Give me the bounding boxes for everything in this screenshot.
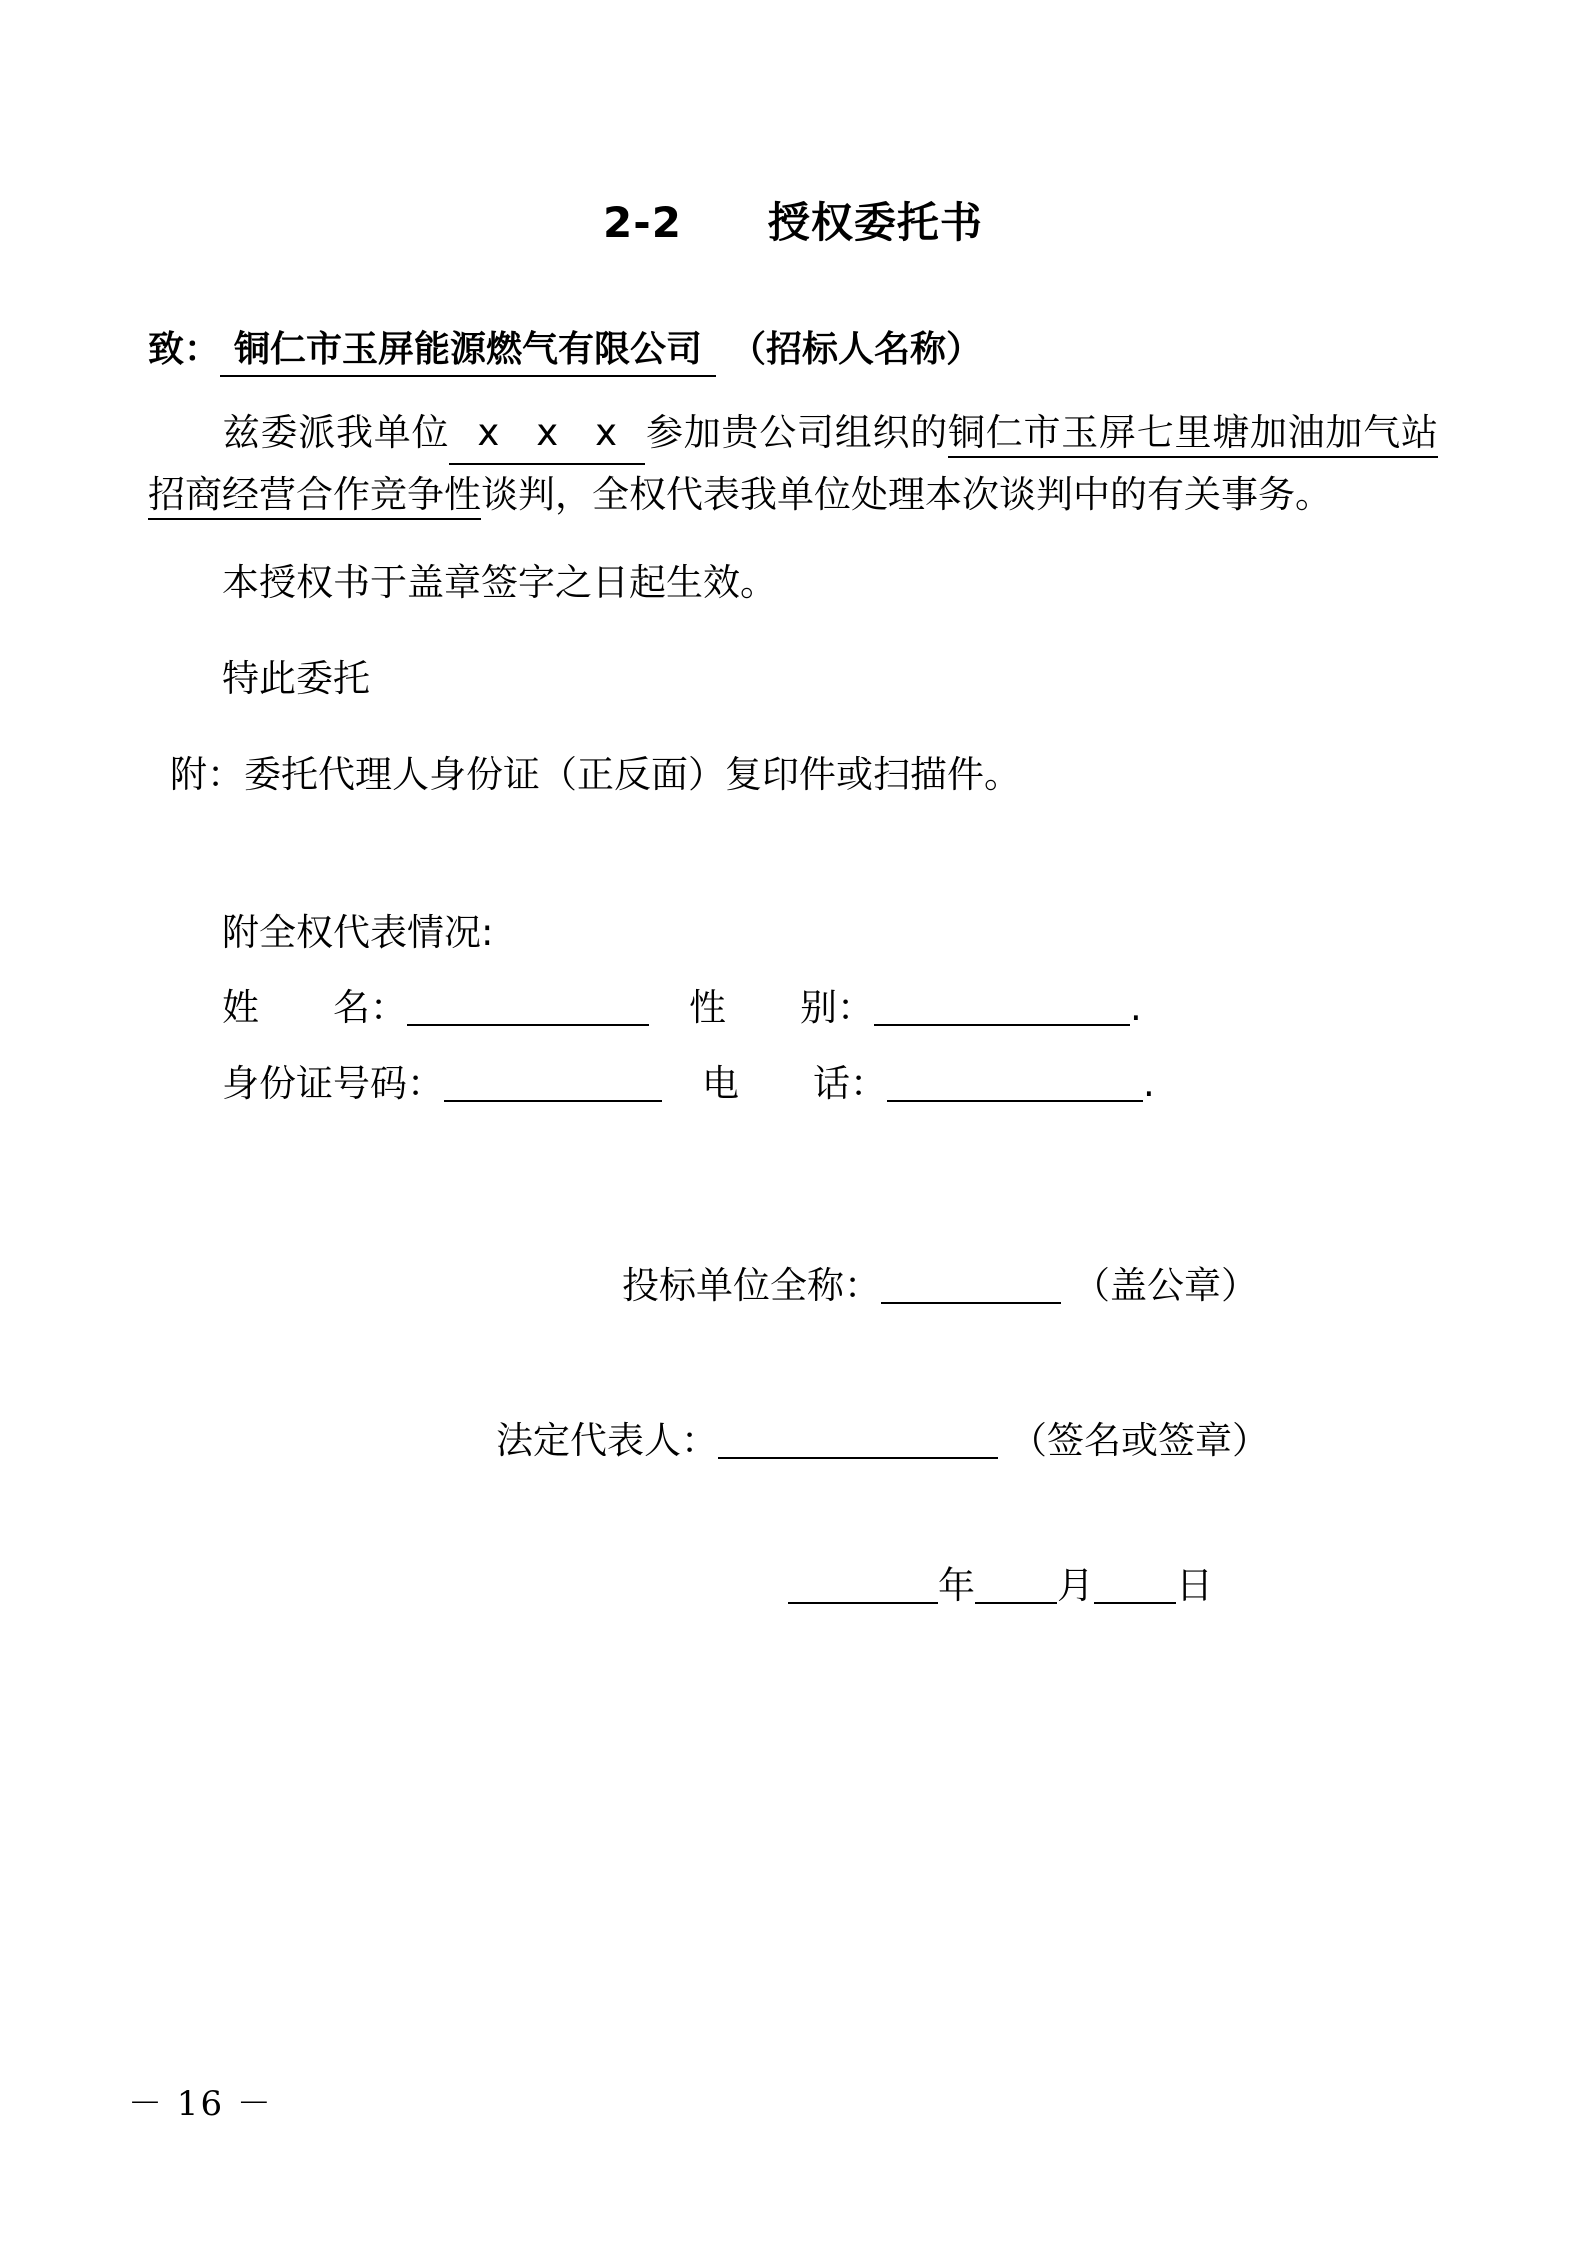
entrust-paragraph bbox=[148, 649, 1438, 708]
representative-name-row bbox=[148, 978, 1438, 1038]
entrust-text: 特此委托 bbox=[222, 657, 370, 701]
attachment-paragraph bbox=[148, 745, 1438, 804]
name-input-rule[interactable] bbox=[407, 990, 649, 1026]
bidder-unit-label: 投标单位全称： bbox=[622, 1263, 881, 1307]
gender-input-rule[interactable] bbox=[874, 990, 1130, 1026]
delegate-prefix-text: 兹委派我单位 bbox=[222, 411, 450, 455]
phone-label: 电 话： bbox=[702, 1061, 887, 1105]
id-row-trailing-mark: . bbox=[1143, 1061, 1155, 1105]
day-input-rule[interactable] bbox=[1094, 1568, 1176, 1604]
representative-heading: 附全权代表情况: bbox=[222, 910, 494, 954]
signature-block bbox=[148, 1256, 1438, 1616]
date-row bbox=[148, 1556, 1438, 1615]
id-number-label: 身份证号码： bbox=[222, 1061, 444, 1105]
name-label: 姓 名： bbox=[222, 985, 407, 1029]
project-name-part1: 铜仁市玉屏七里 bbox=[948, 411, 1212, 458]
recipient-label: 致： bbox=[148, 329, 221, 370]
delegate-final-text: 判中的有关事务。 bbox=[1036, 473, 1332, 517]
name-row-trailing-mark: . bbox=[1130, 985, 1142, 1029]
project-name-part2: 塘加油加气站招商经营合作竞争性 bbox=[148, 411, 1438, 520]
page-number: － 16 － bbox=[128, 2084, 273, 2124]
gender-label: 性 别： bbox=[689, 985, 874, 1029]
id-number-input-rule[interactable] bbox=[444, 1066, 662, 1102]
attachment-text: 附：委托代理人身份证（正反面）复印件或扫描件。 bbox=[170, 753, 1021, 797]
month-input-rule[interactable] bbox=[975, 1568, 1057, 1604]
signature-seal-note: （签名或签章） bbox=[1010, 1418, 1269, 1462]
year-input-rule[interactable] bbox=[788, 1568, 938, 1604]
phone-input-rule[interactable] bbox=[887, 1066, 1143, 1102]
representative-info-block bbox=[148, 903, 1438, 1114]
document-content bbox=[148, 0, 1438, 1615]
bidder-unit-row bbox=[148, 1256, 1438, 1315]
authorization-paragraph bbox=[148, 403, 1438, 525]
recipient-note: （招标人名称） bbox=[730, 329, 983, 370]
company-seal-note: （盖公章） bbox=[1073, 1263, 1258, 1307]
delegate-mid-text: 参加贵公司组织的 bbox=[645, 411, 948, 455]
page-title: 2-2 授权委托书 bbox=[603, 198, 983, 247]
recipient-line bbox=[148, 328, 1438, 377]
month-label: 月 bbox=[1057, 1564, 1094, 1608]
legal-representative-label: 法定代表人： bbox=[496, 1418, 718, 1462]
legal-representative-input-rule[interactable] bbox=[718, 1423, 998, 1459]
day-label: 日 bbox=[1176, 1564, 1213, 1608]
representative-id-row bbox=[148, 1054, 1438, 1114]
delegate-rest-text: 谈判，全权代表我单位处理本次谈 bbox=[481, 473, 1036, 517]
effective-text: 本授权书于盖章签字之日起生效。 bbox=[222, 561, 777, 605]
year-label: 年 bbox=[938, 1564, 975, 1608]
delegate-name-blank: x x x bbox=[449, 403, 645, 465]
legal-representative-row bbox=[148, 1411, 1438, 1470]
recipient-value: 铜仁市玉屏能源燃气有限公司 bbox=[220, 328, 716, 377]
effective-paragraph bbox=[148, 553, 1438, 612]
bidder-unit-input-rule[interactable] bbox=[881, 1268, 1061, 1304]
